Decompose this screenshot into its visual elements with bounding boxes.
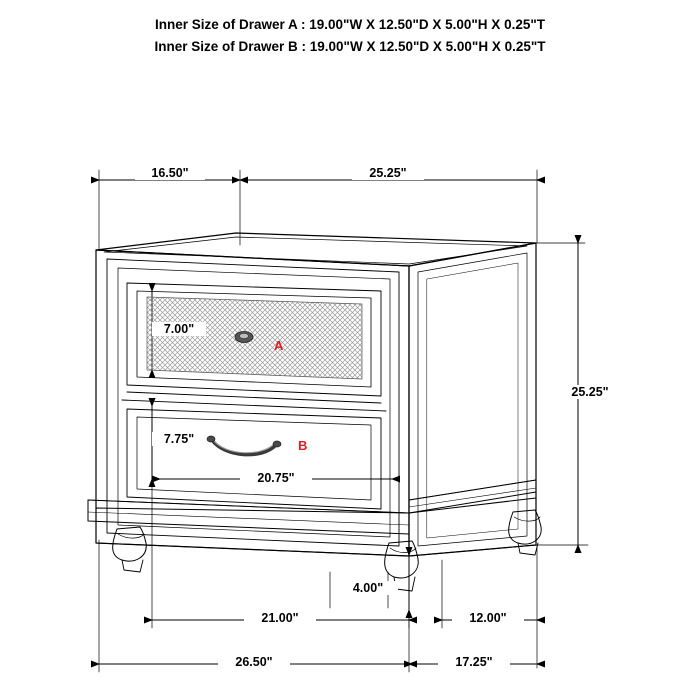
header-line-drawer-a: Inner Size of Drawer A : 19.00"W X 12.50"D X 5.00"H X 0.25"T xyxy=(154,17,545,32)
dim-leg-height: 4.00" xyxy=(338,581,398,595)
dim-right-height: 25.25" xyxy=(562,385,618,399)
dim-top-right-width: 25.25" xyxy=(352,166,424,180)
dim-drawer-b-height: 7.75" xyxy=(152,432,206,446)
dim-overall-width: 26.50" xyxy=(218,655,290,669)
header-line-drawer-b: Inner Size of Drawer B : 19.00"W X 12.50"D X 5.00"H X 0.25"T xyxy=(154,39,546,54)
dim-overall-depth: 17.25" xyxy=(438,655,510,669)
dim-depth-upper: 12.00" xyxy=(452,611,524,625)
dim-drawer-b-width: 20.75" xyxy=(240,471,312,485)
dim-drawer-a-height: 7.00" xyxy=(152,322,206,336)
dim-top-left-width: 16.50" xyxy=(135,166,205,180)
dim-base-width: 21.00" xyxy=(244,611,316,625)
drawer-b-tag: B xyxy=(298,438,308,453)
drawer-a-tag: A xyxy=(274,338,284,353)
